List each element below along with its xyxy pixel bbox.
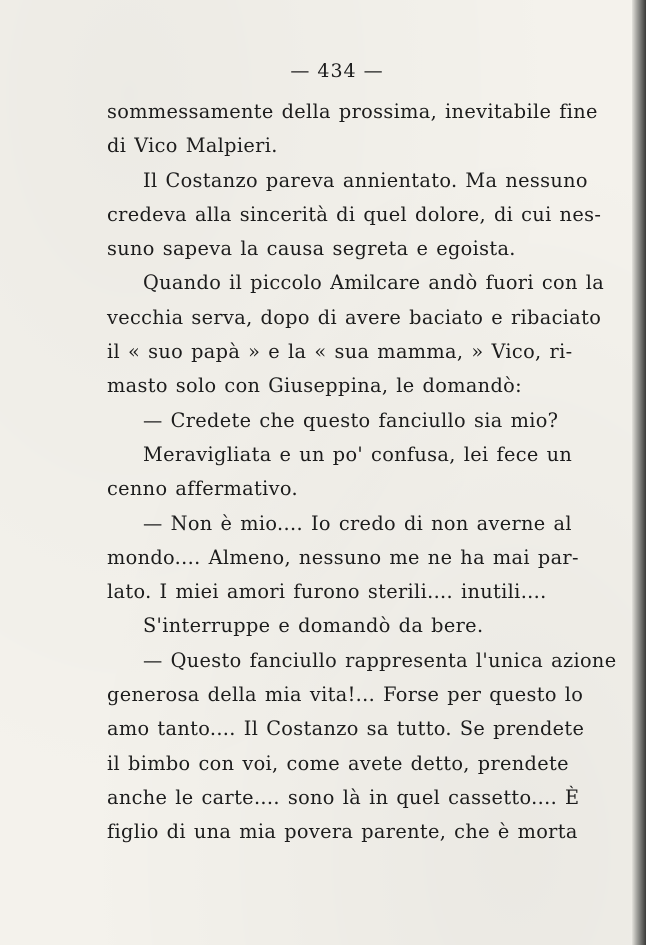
text-line: mondo.... Almeno, nessuno me ne ha mai par- <box>107 545 579 569</box>
text-line: il « suo papà » e la « sua mamma, » Vico, ri- <box>107 340 573 364</box>
text-line: cenno affermativo. <box>107 477 298 501</box>
text-line: anche le carte.... sono là in quel cassetto.... È <box>107 785 580 809</box>
text-line: vecchia serva, dopo di avere baciato e ribaciato <box>107 305 602 329</box>
text-line: generosa della mia vita!... Forse per questo lo <box>107 683 584 707</box>
text-line: masto solo con Giuseppina, le domandò: <box>107 374 522 398</box>
text-line: figlio di una mia povera parente, che è morta <box>107 820 578 844</box>
text-line: credeva alla sincerità di quel dolore, di cui nes- <box>107 202 602 226</box>
text-line: S'interruppe e domandò da bere. <box>143 614 484 638</box>
text-line: Quando il piccolo Amilcare andò fuori con la <box>143 271 605 295</box>
text-line: suno sapeva la causa segreta e egoista. <box>107 237 516 261</box>
page-edge-shadow <box>632 0 646 945</box>
text-line: amo tanto.... Il Costanzo sa tutto. Se prendete <box>107 717 585 741</box>
body-text <box>107 95 617 850</box>
text-line: Meravigliata e un po' confusa, lei fece un <box>143 442 573 466</box>
text-line: — Credete che questo fanciullo sia mio? <box>143 408 559 432</box>
text-line: sommessamente della prossima, inevitabile fine <box>107 100 598 123</box>
text-line: — Questo fanciullo rappresenta l'unica azione <box>143 648 617 672</box>
text-line: — Non è mio.... Io credo di non averne al <box>143 511 572 535</box>
page-number: — 434 — <box>290 60 384 82</box>
text-line: lato. I miei amori furono sterili.... inutili.... <box>107 580 547 604</box>
text-line: di Vico Malpieri. <box>107 134 278 158</box>
text-line: il bimbo con voi, come avete detto, prendete <box>107 751 569 775</box>
text-line: Il Costanzo pareva annientato. Ma nessuno <box>143 168 588 192</box>
